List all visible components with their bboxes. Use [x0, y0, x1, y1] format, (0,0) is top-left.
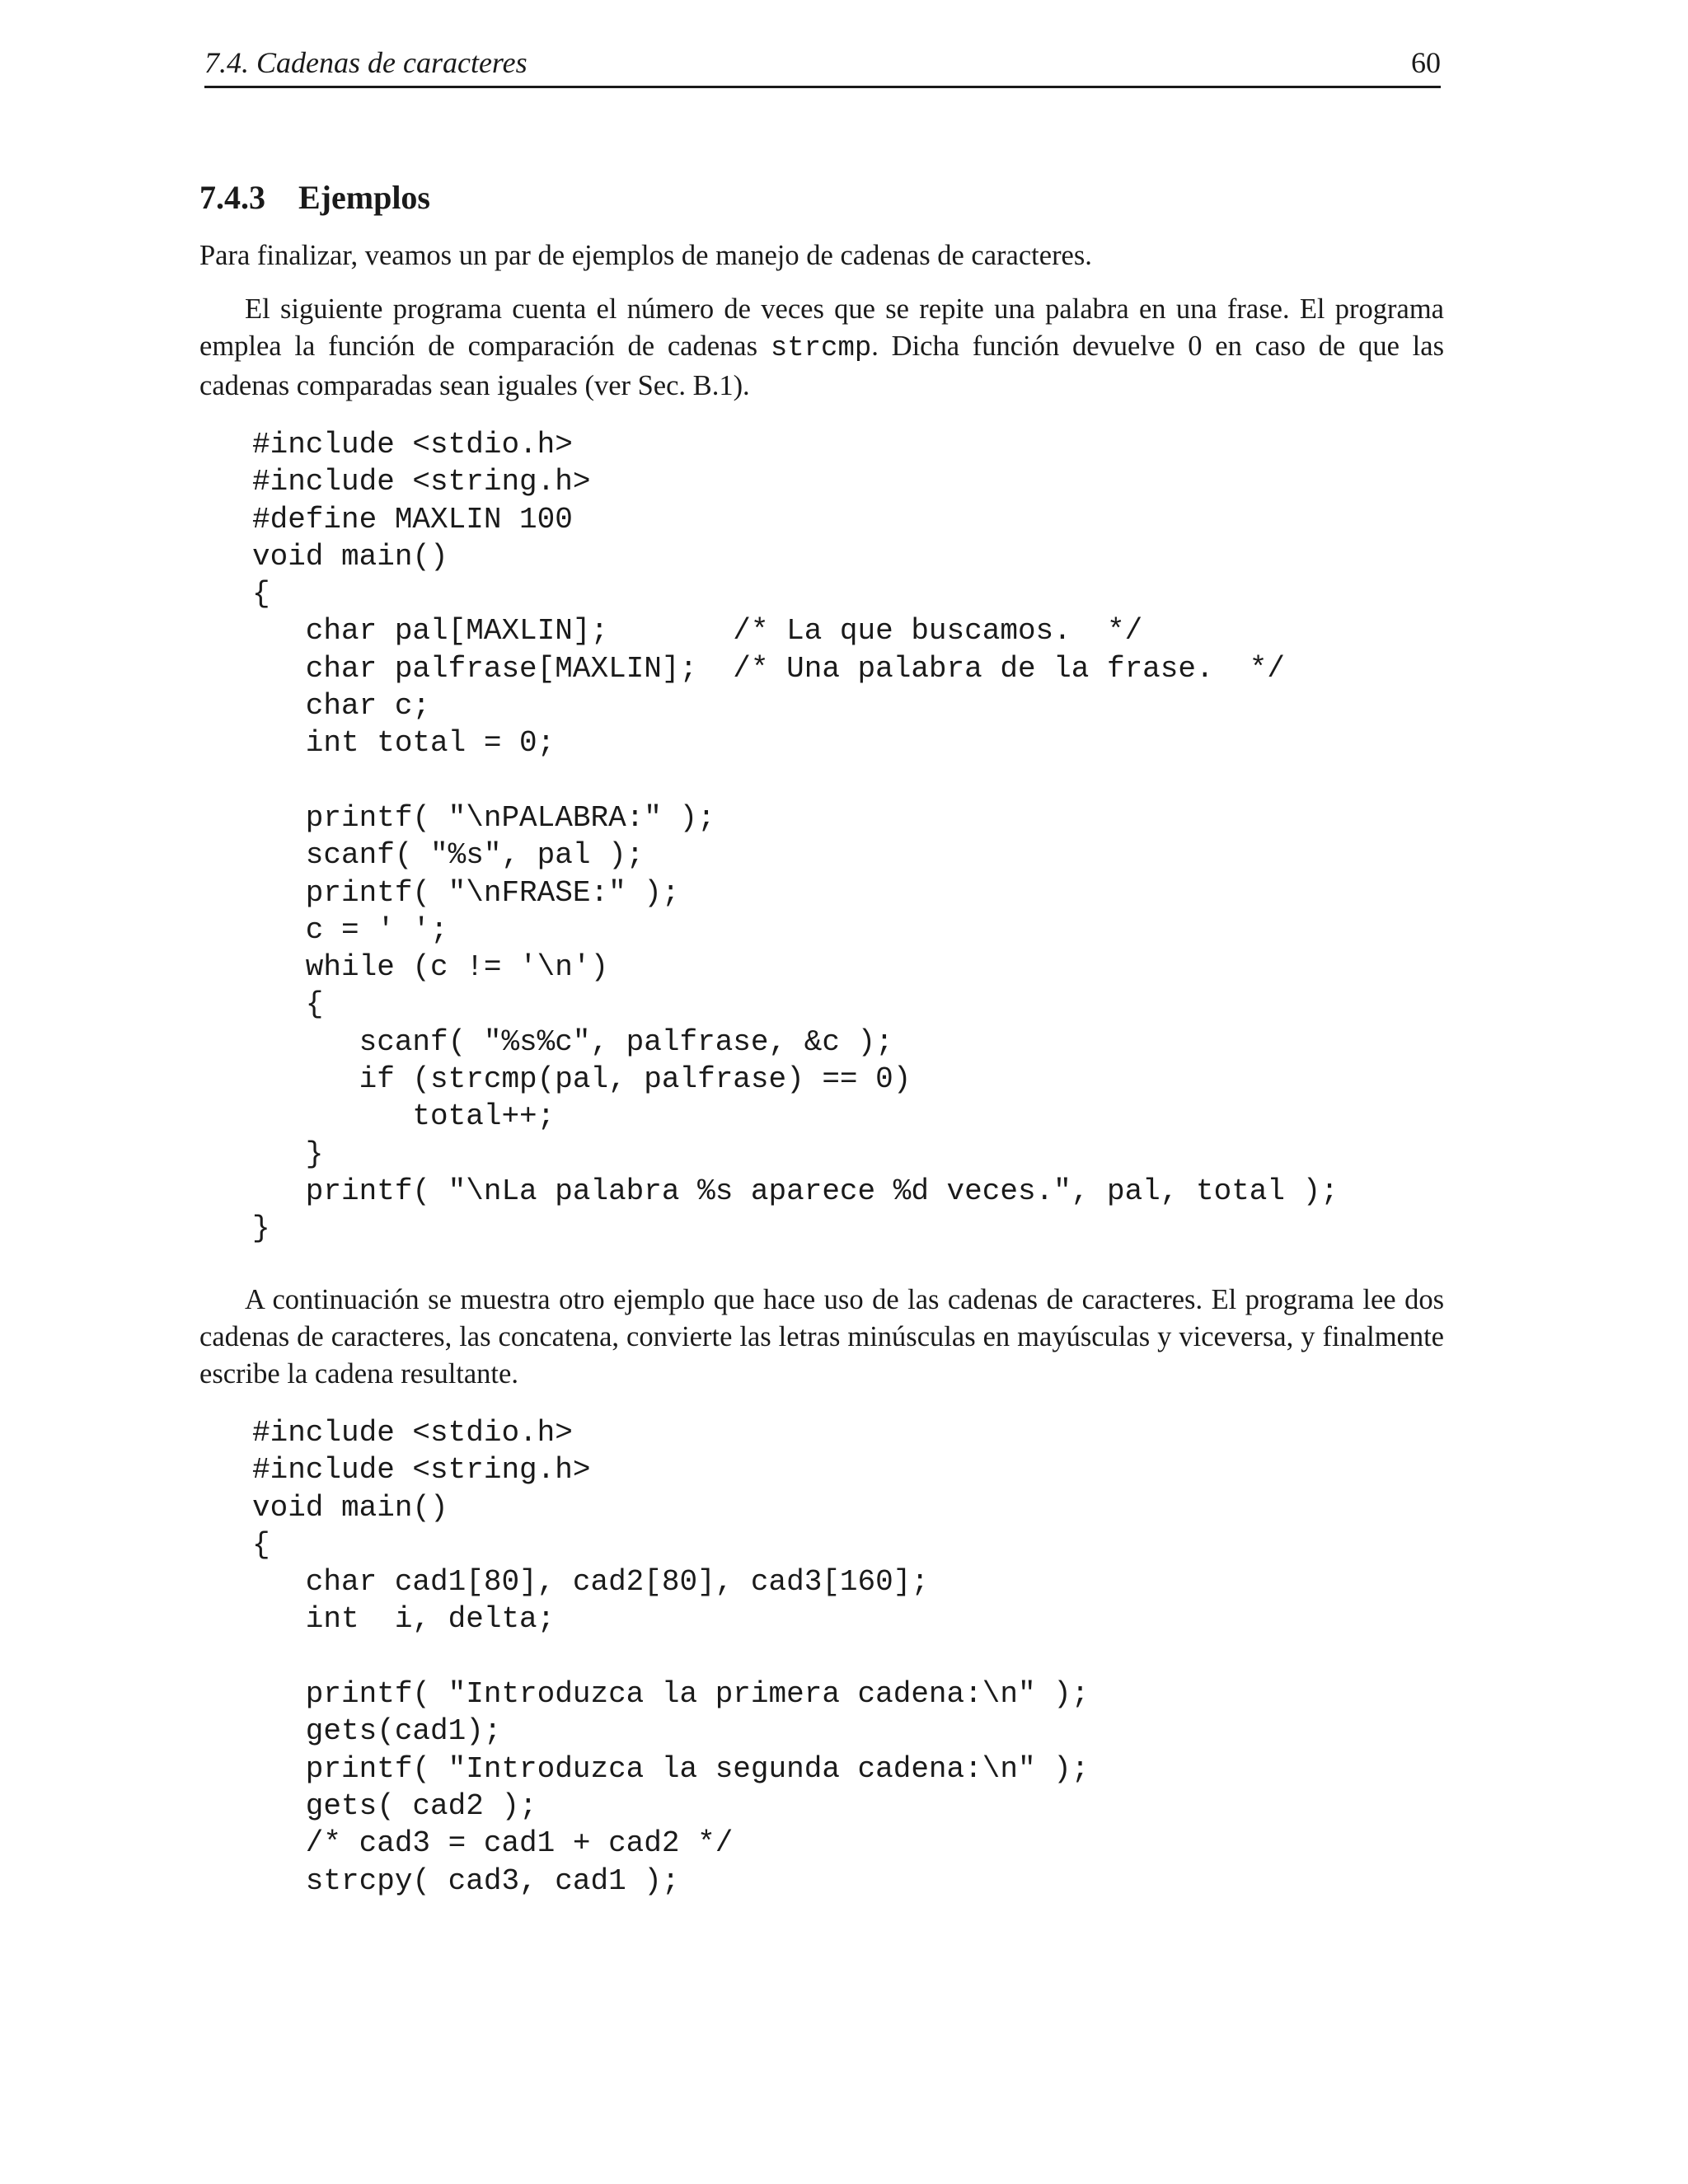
- code-line: if (strcmp(pal, palfrase) == 0): [252, 1062, 912, 1097]
- code-line: void main(): [252, 539, 448, 574]
- code-line: printf( "\nPALABRA:" );: [252, 800, 715, 835]
- code-line: #include <stdio.h>: [252, 1416, 573, 1450]
- code-line: scanf( "%s%c", palfrase, &c );: [252, 1024, 893, 1059]
- section-heading: [199, 175, 430, 221]
- code-line: char palfrase[MAXLIN]; /* Una palabra de la frase. */: [252, 651, 1286, 686]
- code-line: total++;: [252, 1099, 556, 1134]
- page-number: 60: [1411, 46, 1441, 79]
- code-line: #include <string.h>: [252, 1453, 591, 1488]
- section-title: Ejemplos: [298, 179, 430, 216]
- code-line: void main(): [252, 1490, 448, 1525]
- code-line: #define MAXLIN 100: [252, 502, 573, 537]
- running-title: 7.4. Cadenas de caracteres: [204, 46, 528, 79]
- code-line: while (c != '\n'): [252, 950, 609, 985]
- inline-code: strcmp: [770, 333, 872, 364]
- code-line: printf( "Introduzca la segunda cadena:\n" );: [252, 1751, 1090, 1786]
- paragraph-strcmp: [199, 291, 1444, 405]
- code-line: char cad1[80], cad2[80], cad3[160];: [252, 1565, 929, 1600]
- code-line: #include <stdio.h>: [252, 428, 573, 462]
- code-line: }: [252, 1137, 324, 1171]
- intro-paragraph: Para finalizar, veamos un par de ejemplos de manejo de cadenas de caracteres.: [199, 240, 1092, 271]
- running-header: [204, 43, 1441, 88]
- code-line: #include <string.h>: [252, 465, 591, 499]
- code-line: printf( "Introduzca la primera cadena:\n" );: [252, 1677, 1090, 1712]
- code-line: gets(cad1);: [252, 1714, 502, 1749]
- code-line: scanf( "%s", pal );: [252, 838, 645, 873]
- code-line: /* cad3 = cad1 + cad2 */: [252, 1826, 734, 1861]
- code-block-word-count: [252, 426, 1339, 1248]
- code-line: {: [252, 1527, 270, 1562]
- code-line: char pal[MAXLIN]; /* La que buscamos. */: [252, 614, 1143, 649]
- code-line: [252, 1638, 1089, 1675]
- code-line: int i, delta;: [252, 1602, 556, 1637]
- code-line: strcpy( cad3, cad1 );: [252, 1863, 680, 1898]
- code-line: char c;: [252, 689, 431, 724]
- code-line: int total = 0;: [252, 726, 556, 761]
- code-line: {: [252, 577, 270, 612]
- code-line: printf( "\nLa palabra %s aparece %d veces.", pal, total );: [252, 1174, 1339, 1208]
- code-block-concat: [252, 1414, 1089, 1900]
- paragraph-text: El siguiente programa cuenta el número de veces que se repite una palabra en una frase. El programa emplea la función de comparación de cadenas: [199, 293, 1444, 362]
- code-line: c = ' ';: [252, 912, 448, 947]
- section-number: 7.4.3: [199, 179, 265, 216]
- code-line: [252, 762, 1339, 799]
- paragraph-text: . Dicha función devuelve 0 en caso de que las cadenas comparadas sean iguales (ver Sec. B.1).: [199, 330, 1444, 401]
- code-line: printf( "\nFRASE:" );: [252, 875, 680, 910]
- code-line: {: [252, 987, 324, 1022]
- code-line: gets( cad2 );: [252, 1788, 537, 1823]
- paragraph-concat: A continuación se muestra otro ejemplo que hace uso de las cadenas de caracteres. El programa lee dos cadenas de caracteres, las concatena, convierte las letras minúsculas en mayúsculas y viceversa, y finalmente escribe la cadena resultante.: [199, 1284, 1444, 1390]
- code-line: }: [252, 1212, 270, 1246]
